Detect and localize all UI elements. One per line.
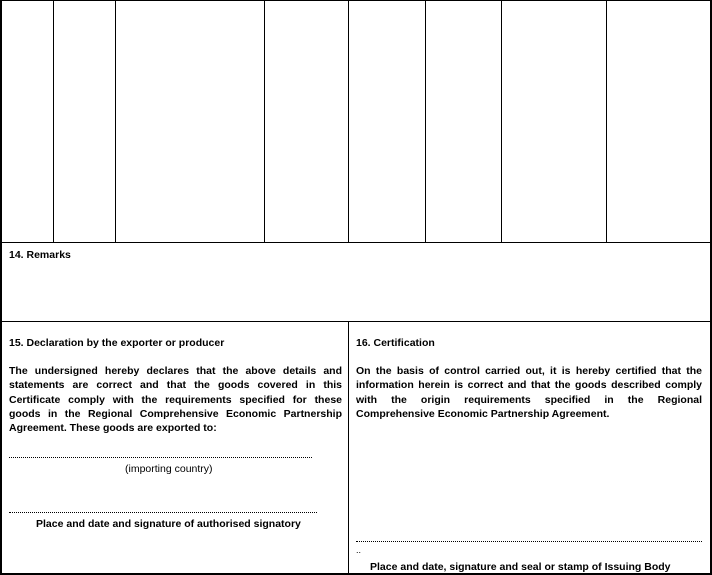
issuing-body-caption: Place and date, signature and seal or stamp of Issuing Body	[370, 561, 671, 573]
declaration-heading: 15. Declaration by the exporter or producer	[9, 337, 225, 349]
importing-country-caption: (importing country)	[125, 463, 213, 475]
certification-heading: 16. Certification	[356, 337, 435, 349]
column-divider-2	[115, 1, 116, 243]
column-divider-7	[606, 1, 607, 243]
issuing-body-dots-tail: ..	[356, 545, 362, 555]
column-divider-3	[264, 1, 265, 243]
column-divider-5	[425, 1, 426, 243]
remarks-bottom	[0, 321, 712, 322]
column-divider-1	[53, 1, 54, 243]
column-divider-4	[348, 1, 349, 243]
certification-body: On the basis of control carried out, it is hereby certified that the information herein is correct and that the goods described comply with the origin requirements specified in the Regional Comprehensive Economic Partnership Agreement.	[356, 365, 702, 420]
goods-table-bottom	[0, 242, 712, 243]
issuing-body-signature-line[interactable]	[356, 541, 702, 542]
importing-country-line[interactable]	[9, 457, 312, 458]
declaration-body: The undersigned hereby declares that the above details and statements are correct and that the goods covered in this Certificate comply with the requirements specified for these goods in the Regional Comprehensive Economic Partnership Agreement. These goods are exported to:	[9, 365, 342, 435]
signatory-caption: Place and date and signature of authorised signatory	[36, 518, 301, 530]
section-divider	[348, 321, 349, 574]
signatory-signature-line[interactable]	[9, 512, 317, 513]
column-divider-6	[501, 1, 502, 243]
remarks-heading: 14. Remarks	[9, 249, 71, 261]
